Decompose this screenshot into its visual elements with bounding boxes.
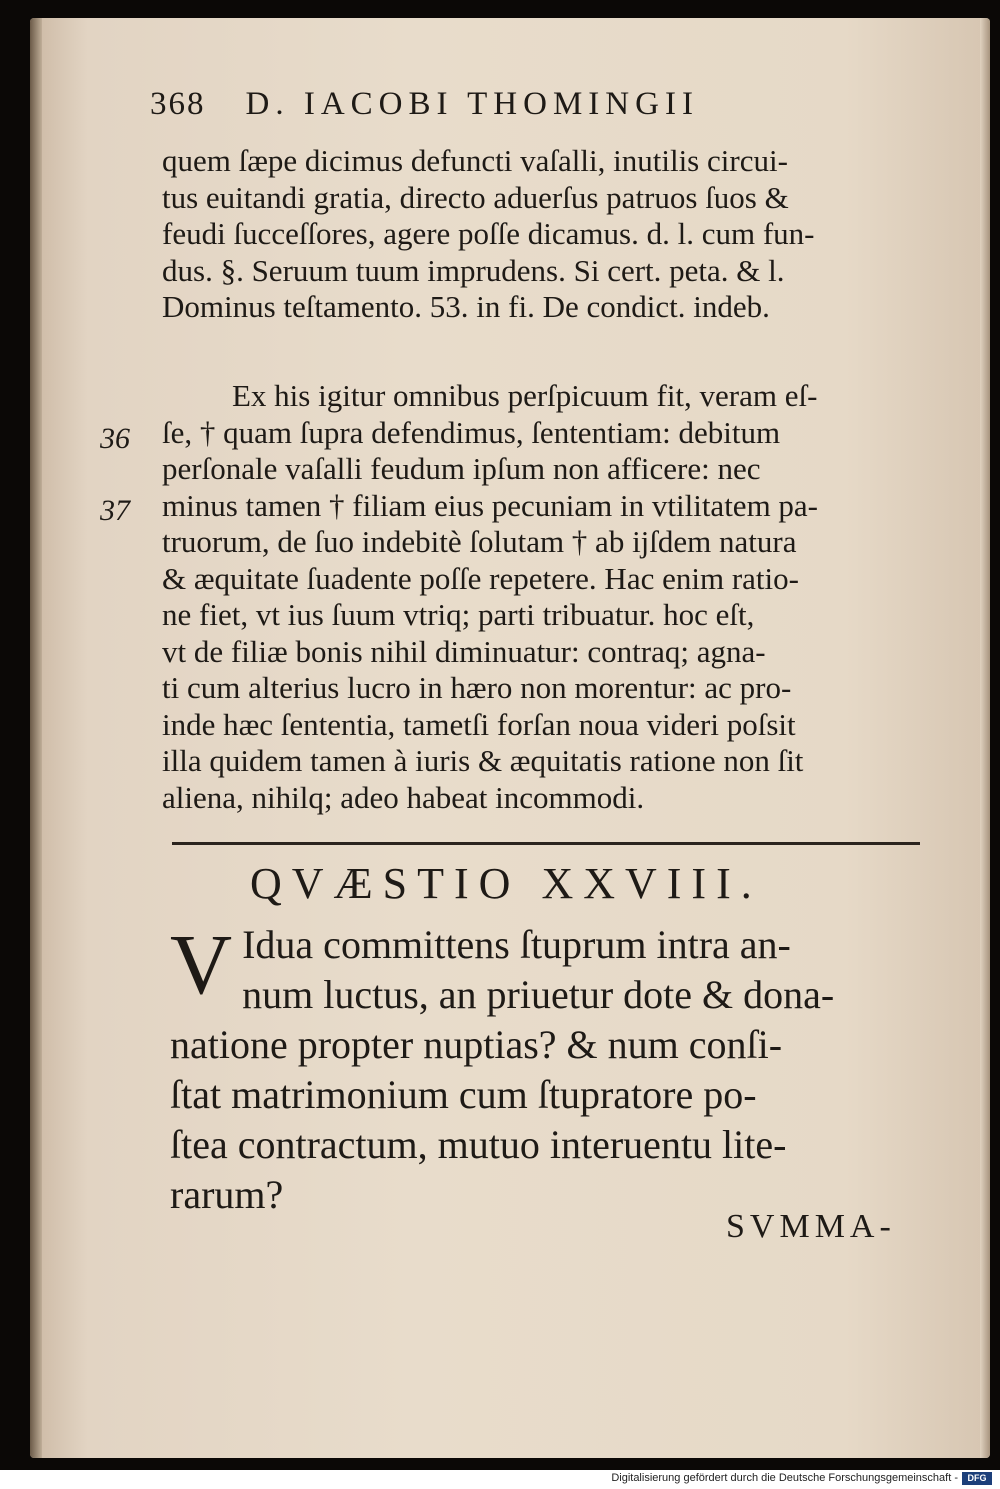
text-line: vt de filiæ bonis nihil diminuatur: contraq; agna- xyxy=(162,633,766,669)
text-line: ſe, † quam ſupra defendimus, ſententiam: debitum xyxy=(162,414,781,450)
text-line: & æquitate ſuadente poſſe repetere. Hac enim ratio- xyxy=(162,560,799,596)
text-line: quem ſæpe dicimus defuncti vaſalli, inutilis circui- xyxy=(162,143,788,178)
text-line: rarum? xyxy=(170,1172,284,1217)
page-number: 368 xyxy=(150,86,206,122)
catchword: SVMMA- xyxy=(726,1208,896,1245)
question-heading: QVÆSTIO XXVIII. xyxy=(250,859,762,908)
text-line: Idua committens ſtuprum intra an- xyxy=(242,922,791,967)
text-line: aliena, nihilq; adeo habeat incommodi. xyxy=(162,779,645,815)
question-text xyxy=(170,916,930,1220)
text-line: inde hæc ſententia, tametſi forſan noua videri poſsit xyxy=(162,706,796,742)
paragraph-1 xyxy=(162,143,922,326)
page-gutter-shadow xyxy=(30,18,42,1458)
text-line: illa quidem tamen à iuris & æquitatis ratione non ſit xyxy=(162,743,804,778)
margin-note: 37 xyxy=(100,494,130,527)
text-line: dus. §. Seruum tuum imprudens. Si cert. peta. & l. xyxy=(162,252,785,288)
text-line: minus tamen † filiam eius pecuniam in vtilitatem pa- xyxy=(162,487,819,523)
running-head xyxy=(150,86,699,123)
margin-note: 36 xyxy=(100,422,130,455)
text-line: ti cum alterius lucro in hæro non morentur: ac pro- xyxy=(162,670,792,705)
text-line: natione propter nuptias? & num conſi- xyxy=(170,1022,783,1067)
text-line: feudi ſucceſſores, agere poſſe dicamus. d. l. cum fun- xyxy=(162,216,815,251)
text-line: Ex his igitur omnibus perſpicuum fit, veram eſ- xyxy=(232,378,818,413)
text-line: ſtea contractum, mutuo interuentu lite- xyxy=(170,1122,787,1167)
text-line: Dominus teſtamento. 53. in fi. De condict. indeb. xyxy=(162,289,770,324)
footer-bar xyxy=(0,1470,1000,1489)
page-edge xyxy=(980,18,990,1458)
paragraph-2 xyxy=(162,378,922,816)
text-line: ſtat matrimonium cum ſtupratore po- xyxy=(170,1072,757,1117)
text-line: perſonale vaſalli feudum ipſum non afficere: nec xyxy=(162,451,761,486)
section-divider xyxy=(172,842,920,845)
running-title: D. IACOBI THOMINGII xyxy=(245,86,699,122)
text-line: truorum, de ſuo indebitè ſolutam † ab ijſdem natura xyxy=(162,524,797,559)
text-line: tus euitandi gratia, directo aduerſus patruos ſuos & xyxy=(162,179,789,215)
text-line: ne fiet, vt ius ſuum vtriq; parti tribuatur. hoc eſt, xyxy=(162,597,755,632)
drop-cap: V xyxy=(170,916,233,1012)
dfg-logo[interactable]: DFG xyxy=(962,1472,992,1485)
text-line: num luctus, an priuetur dote & dona- xyxy=(242,972,835,1017)
funding-credit: Digitalisierung gefördert durch die Deutsche Forschungsgemeinschaft - xyxy=(611,1472,958,1484)
